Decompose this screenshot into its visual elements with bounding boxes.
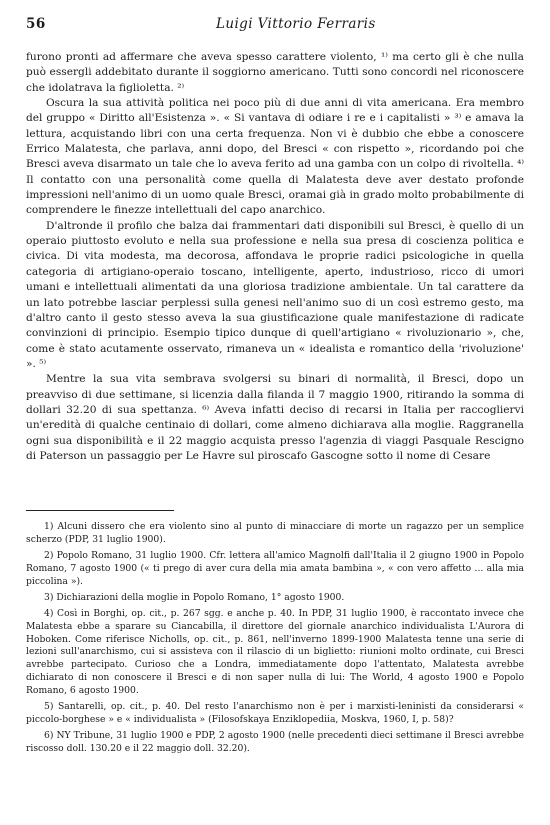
- page-header: [26, 14, 524, 36]
- book-page: [26, 14, 524, 814]
- footnotes: [26, 521, 524, 755]
- footnote: 5) Santarelli, op. cit., p. 40. Del resto l'anarchismo non è per i marxisti-leninisti da considerarsi « piccolo-borghese » e « individualista » (Filosofskaya Enziklopediia, Moskva, 1960, I, p. 58)?: [26, 701, 524, 725]
- paragraph: Mentre la sua vita sembrava svolgersi su binari di normalità, il Bresci, dopo un preavviso di due settimane, si licenzia dalla filanda il 7 maggio 1900, ritirando la somma di dollari 32.20 di sua spettanza. ⁶⁾ Aveva infatti deciso di recarsi in Italia per raccogliervi un'eredità di qualche centinaio di dollari, come almeno dichiarava alla moglie. Raggranella ogni sua disponibilità e il 22 maggio acquista presso l'agenzia di viaggi Pasquale Rescigno di Paterson un passaggio per Le Havre sul piroscafo Gascogne sotto il nome di Cesare: [26, 373, 524, 462]
- footnote-divider: [26, 510, 174, 511]
- paragraph: furono pronti ad affermare che aveva spesso carattere violento, ¹⁾ ma certo gli è che nulla può essergli addebitato durante il soggiorno americano. Tutti sono concordi nel riconoscere che idolatrava la figlioletta. ²⁾: [26, 51, 524, 94]
- paragraph: Oscura la sua attività politica nei poco più di due anni di vita americana. Era membro del gruppo « Diritto all'Esistenza ». « Si vantava di odiare i re e i capitalisti » ³⁾ e amava la lettura, acquistando libri con una certa frequenza. Non vi è dubbio che ebbe a conoscere Errico Malatesta, che parlava, anni dopo, del Bresci « con rispetto », ricordando poi che Bresci aveva disarmato un tale che lo aveva ferito ad una gamba con un colpo di rivoltella. ⁴⁾ Il contatto con una personalità come quella di Malatesta deve aver destato profonde impressioni nell'animo di un uomo quale Bresci, oramai già in grado molto probabilmente di comprendere le finezze intellettuali del capo anarchico.: [26, 97, 524, 217]
- running-title: Luigi Vittorio Ferraris: [216, 16, 376, 32]
- footnote: 4) Così in Borghi, op. cit., p. 267 sgg. e anche p. 40. In PDP, 31 luglio 1900, è raccontato invece che Malatesta ebbe a sparare su Ciancabilla, il direttore del giornale anarchico individualista L'Aurora di Hoboken. Come riferisce Nicholls, op. cit., p. 861, nell'inverno 1899-1900 Malatesta tenne una serie di lezioni sull'anarchismo, cui si assisteva con il rilascio di un biglietto: riunioni molto ordinate, cui Bresci avrebbe partecipato. Curioso che a Londra, immediatamente dopo l'attentato, Malatesta avrebbe dichiarato di non conoscere il Bresci e di non saper nulla di lui: The World, 4 agosto 1900 e Popolo Romano, 6 agosto 1900.: [26, 607, 524, 697]
- footnote: 1) Alcuni dissero che era violento sino al punto di minacciare di morte un ragazzo per un semplice scherzo (PDP, 31 luglio 1900).: [26, 521, 524, 546]
- page-number: 56: [26, 16, 46, 32]
- body-text: [26, 50, 524, 464]
- footnote: 3) Dichiarazioni della moglie in Popolo Romano, 1° agosto 1900.: [44, 591, 345, 603]
- paragraph: D'altronde il profilo che balza dai frammentari dati disponibili sul Bresci, è quello di un operaio piuttosto evoluto e nella sua professione e nella sua presa di coscienza politica e civica. Di vita modesta, ma decorosa, affondava le proprie radici psicologiche in quella categoria di artigiano-operaio toscano, intelligente, aperto, industrioso, ricco di umori umani e intellettuali alimentati da una gloriosa tradizione ambientale. Un tal carattere da un lato potrebbe lasciar perplessi sulla genesi nell'animo suo di un così estremo gesto, ma d'altro canto il gesto stesso aveva la sua giustificazione quale manifestazione di radicate convinzioni di principio. Esempio tipico dunque di quell'artigiano « rivoluzionario », che, come è stato acutamente osservato, rimaneva un « idealista e romantico della 'rivoluzione' ». ⁵⁾: [26, 219, 524, 370]
- footnote: 6) NY Tribune, 31 luglio 1900 e PDP, 2 agosto 1900 (nelle precedenti dieci settimane il Bresci avrebbe riscosso doll. 130.20 e il 22 maggio doll. 32.20).: [26, 729, 524, 754]
- footnote: 2) Popolo Romano, 31 luglio 1900. Cfr. lettera all'amico Magnolfi dall'Italia il 2 giugno 1900 in Popolo Romano, 7 agosto 1900 (« ti prego di aver cura della mia amata bambina », « con vero affetto ... alla mia piccolina »).: [26, 550, 524, 587]
